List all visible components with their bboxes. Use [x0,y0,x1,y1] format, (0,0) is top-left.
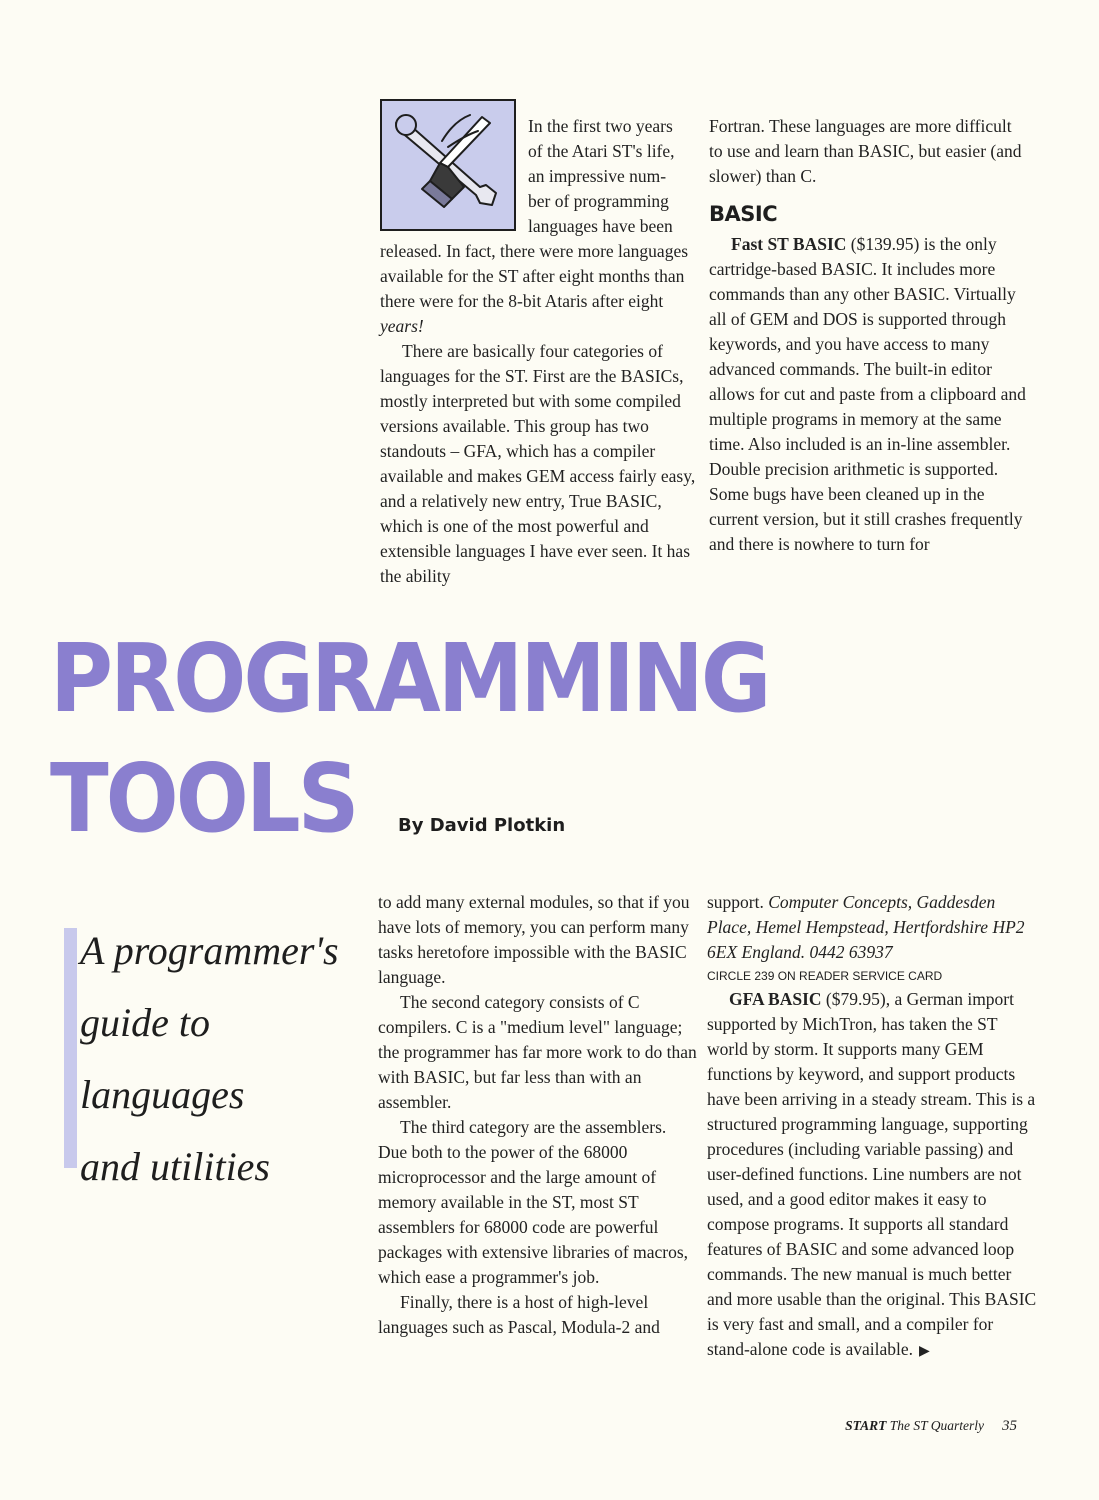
column-bottom-middle [378,890,698,1340]
assemblers-paragraph: The third category are the assemblers. Due both to the power of the 68000 microprocessor and the large amount of memory available in the ST, most ST assemblers for 68000 code are powerful packages with extensive libraries of macros, which ease a programmer's job. [378,1117,689,1287]
subtitle-accent-bar [64,928,77,1168]
subtitle-line-4: and utilities [80,1144,270,1189]
section-heading-basic: BASIC [709,202,778,226]
fast-st-basic-paragraph: Fast ST BASIC ($139.95) is the only cartridge-based BASIC. It includes more commands than any other BASIC. Virtually all of GEM and DOS is supported through keywords, and you have access to many advanced commands. The built-in editor allows for cut and paste from a clipboard and multiple programs in memory at the same time. Also included is an in-line assembler. Double precision arithmetic is supported. Some bugs have been cleaned up in the current version, but it still crashes frequently and there is nowhere to turn for [709,234,1026,554]
byline: By David Plotkin [398,815,566,836]
vendor-address: Computer Concepts, Gaddesden Place, Hemel Hempstead, Hertfordshire HP2 6EX England. 0442 63937 [707,892,1025,962]
column-bottom-right [707,890,1037,1364]
intro-line-2: of the Atari ST's life, [528,141,675,161]
article-title-line-2: TOOLS [50,744,357,855]
intro-paragraph-rest: released. In fact, there were more languages available for the ST after eight months than there were for the 8-bit Ataris after eight years! [380,241,689,336]
magazine-subtitle: The ST Quarterly [886,1418,984,1433]
high-level-paragraph: Finally, there is a host of high-level languages such as Pascal, Modula-2 and [378,1292,660,1337]
categories-paragraph: There are basically four categories of languages for the ST. First are the BASICs, mostly interpreted but with some compiled versions available. This group has two standouts – GFA, which has a compiler available and makes GEM access fairly easy, and a relatively new entry, True BASIC, which is one of the most powerful and extensible languages I have ever seen. It has the ability [380,341,696,586]
subtitle-line-1: A programmer's [80,928,339,973]
article-subtitle [80,915,370,1203]
gfa-basic-paragraph: GFA BASIC ($79.95), a German import supported by MichTron, has taken the ST world by storm. It supports many GEM functions by keyword, and support products have been arriving in a steady stream. This is a structured programming language, supporting procedures (including variable passing) and user-defined functions. Line numbers are not used, and a good editor makes it easy to compose programs. It supports all standard features of BASIC and some advanced loop commands. The new manual is much better and more usable than the original. This BASIC is very fast and small, and a compiler for stand-alone code is available. ▶ [707,989,1037,1359]
column-top-right [709,114,1029,557]
reader-service-note: CIRCLE 239 ON READER SERVICE CARD [707,969,943,983]
intro-line-4: ber of programming [528,191,669,211]
subtitle-line-2: guide to [80,1000,210,1045]
languages-paragraph: Fortran. These languages are more difficult to use and learn than BASIC, but easier (and slower) than C. [709,116,1022,186]
intro-line-1: In the first two years [528,116,673,136]
intro-emphasis: years! [380,316,424,336]
c-compilers-paragraph: The second category consists of C compilers. C is a "medium level" language; the programmer has far more work to do than with BASIC, but far less than with an assembler. [378,992,697,1112]
support-paragraph: support. Computer Concepts, Gaddesden Place, Hemel Hempstead, Hertfordshire HP2 6EX England. 0442 63937 [707,892,1025,962]
page-number: 35 [1002,1418,1017,1434]
intro-line-3: an impressive num- [528,166,667,186]
modules-paragraph: to add many external modules, so that if you have lots of memory, you can perform many tasks heretofore impossible with the BASIC language. [378,892,690,987]
article-title-line-1: PROGRAMMING [50,624,769,735]
product-name: GFA BASIC [729,989,822,1009]
intro-line-5: languages have been [528,216,673,236]
product-name: Fast ST BASIC [731,234,847,254]
column-top-middle [380,114,698,589]
continue-arrow-icon: ▶ [919,1344,930,1359]
page-footer [845,1418,1017,1435]
subtitle-line-3: languages [80,1072,245,1117]
magazine-name: START [845,1418,887,1433]
